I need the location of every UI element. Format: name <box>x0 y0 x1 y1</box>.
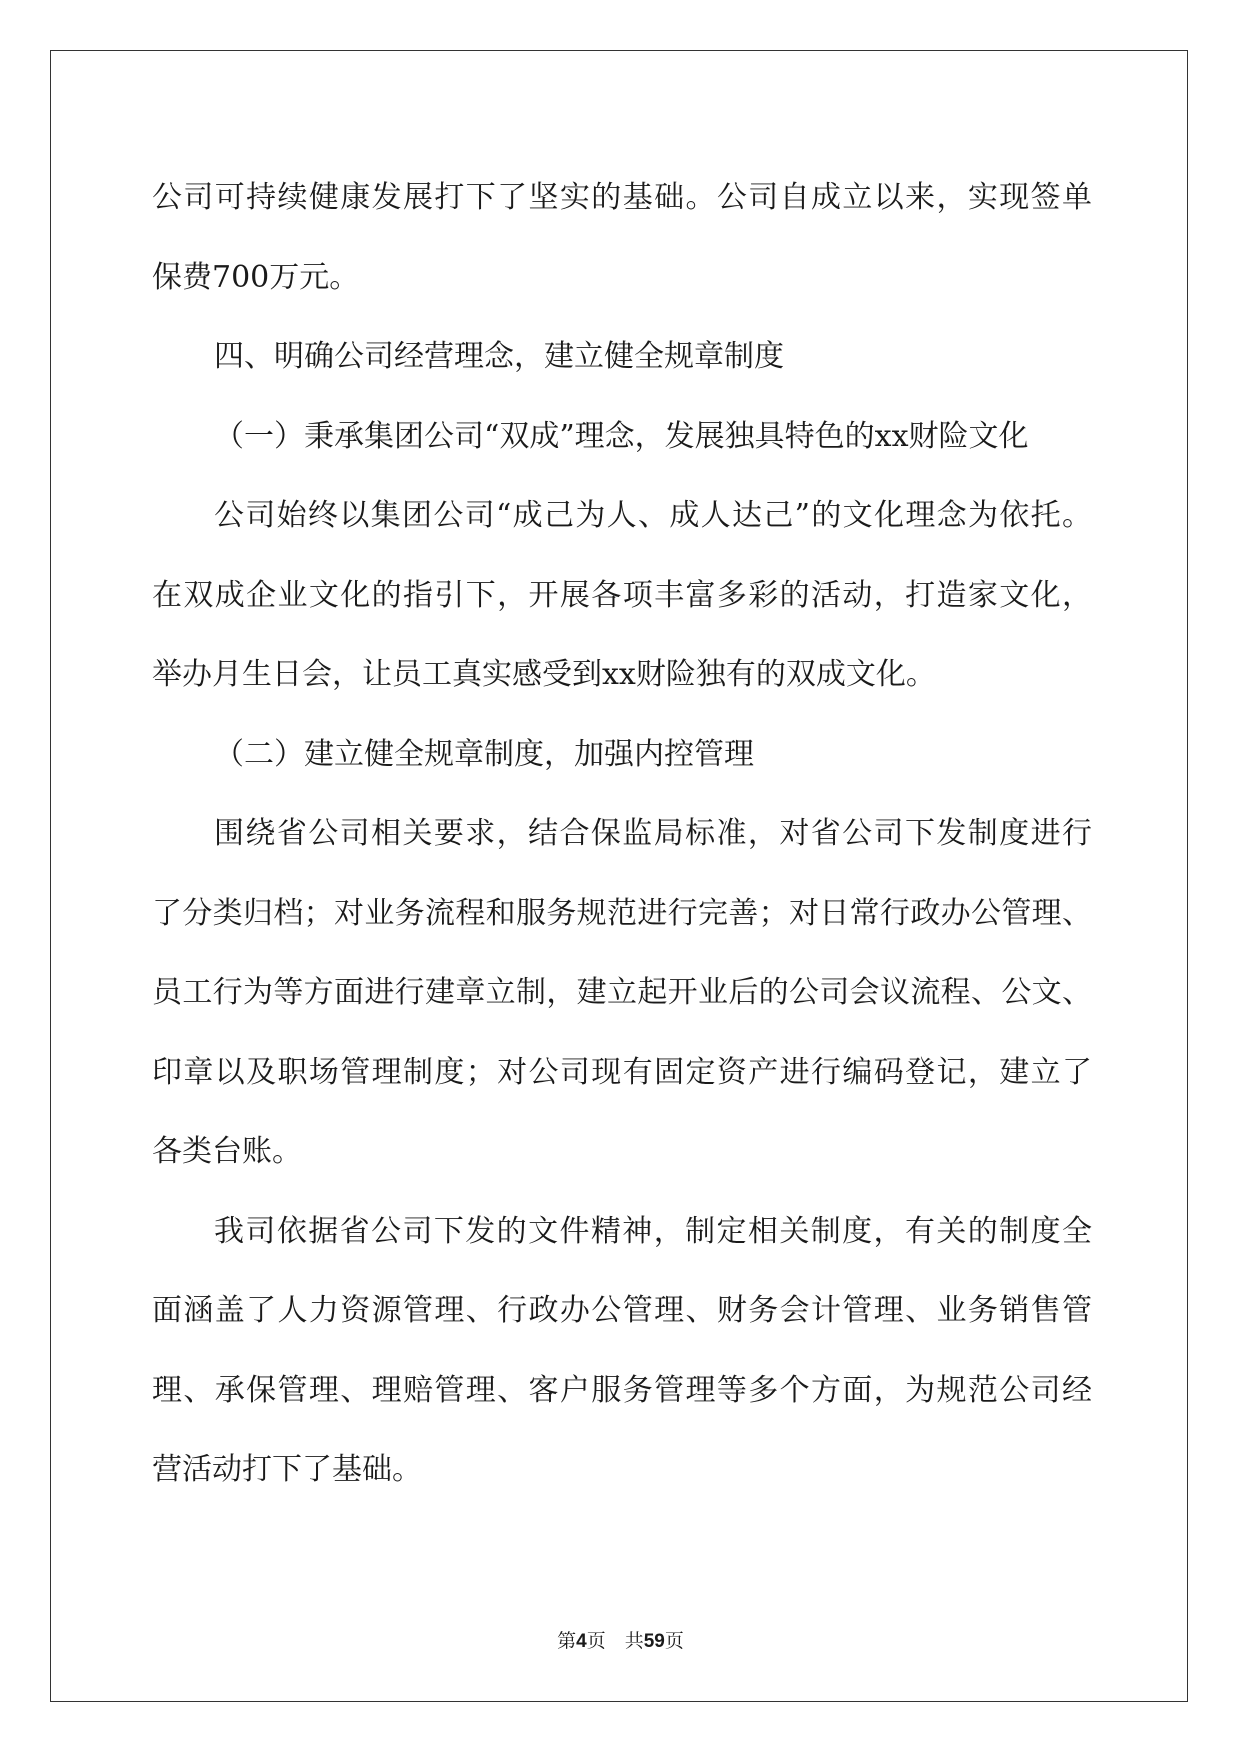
total-pages-number: 59 <box>643 1631 665 1652</box>
paragraph-line: 我司依据省公司下发的文件精神，制定相关制度，有关的制度全 <box>214 1213 1092 1249</box>
footer-prefix: 第 <box>557 1630 577 1652</box>
paragraph-line: 各类台账。 <box>152 1134 302 1169</box>
paragraph-line: 围绕省公司相关要求，结合保监局标准，对省公司下发制度进行 <box>214 816 1092 851</box>
paragraph-line: 员工行为等方面进行建章立制，建立起开业后的公司会议流程、公文、 <box>152 975 1092 1010</box>
paragraph-line: 面涵盖了人力资源管理、行政办公管理、财务会计管理、业务销售管 <box>152 1293 1092 1328</box>
paragraph-line: 公司可持续健康发展打下了坚实的基础。公司自成立以来，实现签单 <box>152 180 1092 215</box>
paragraph-line: 了分类归档；对业务流程和服务规范进行完善；对日常行政办公管理、 <box>152 895 1092 931</box>
current-page-number: 4 <box>576 1631 587 1652</box>
subsection-heading: （一）秉承集团公司“双成”理念，发展独具特色的xx财险文化 <box>214 418 1029 454</box>
paragraph-line: 在双成企业文化的指引下，开展各项丰富多彩的活动，打造家文化， <box>152 577 1092 613</box>
paragraph-line: 印章以及职场管理制度；对公司现有固定资产进行编码登记，建立了 <box>152 1054 1092 1090</box>
page-footer <box>0 1626 1241 1653</box>
subsection-heading: （二）建立健全规章制度，加强内控管理 <box>214 736 754 772</box>
paragraph-line: 公司始终以集团公司“成己为人、成人达己”的文化理念为依托。 <box>214 498 1092 533</box>
paragraph-line: 理、承保管理、理赔管理、客户服务管理等多个方面，为规范公司经 <box>152 1372 1092 1408</box>
footer-mid: 页 共 <box>586 1630 644 1652</box>
paragraph-line: 营活动打下了基础。 <box>152 1452 422 1487</box>
document-body <box>152 158 1092 1510</box>
section-heading: 四、明确公司经营理念，建立健全规章制度 <box>214 339 784 374</box>
footer-suffix: 页 <box>664 1630 684 1652</box>
paragraph-line: 举办月生日会，让员工真实感受到xx财险独有的双成文化。 <box>152 657 936 692</box>
paragraph-line: 保费700万元。 <box>152 259 360 295</box>
